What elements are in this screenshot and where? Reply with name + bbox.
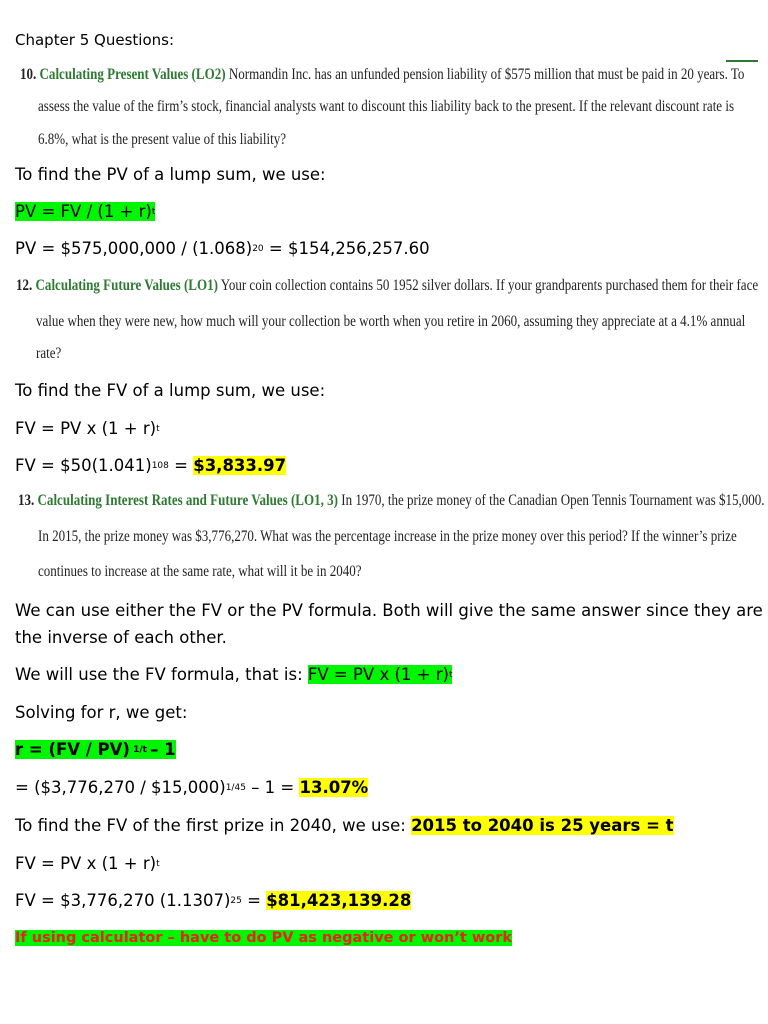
q13-line-1 bbox=[18, 492, 765, 510]
use-fv-highlight: FV = PV x $(1 + r)^t$ bbox=[307, 665, 453, 684]
q10-number: 10. bbox=[20, 66, 37, 83]
use-fv-formula: We will use the FV formula, that is: FV = PV x $(1 + r)^t$ bbox=[15, 665, 453, 684]
q12-number: 12. bbox=[16, 277, 33, 294]
q10-title: Calculating Present Values (LO2) bbox=[39, 66, 226, 83]
q12-line-1 bbox=[16, 277, 758, 295]
either-line-1: We can use either the FV or the PV formula. Both will give the same answer since they are bbox=[15, 601, 763, 620]
calculator-note-highlight: If using calculator – have to do PV as negative or won’t work bbox=[15, 930, 513, 946]
fv-intro: To find the FV of a lump sum, we use: bbox=[15, 381, 326, 400]
pv-formula bbox=[15, 202, 155, 222]
r-answer: 13.07% bbox=[299, 778, 369, 797]
q10-text-1: Normandin Inc. has an unfunded pension liability of $575 million that must be paid in 20 years. To bbox=[225, 66, 745, 83]
pv-calculation: PV = $575,000,000 / $(1.068)^{20}$ = $154,256,257.60 bbox=[15, 239, 430, 258]
q12-line-2: value when they were new, how much will your collection be worth when you retire in 2060, assuming they appreciate at a 4.1% annual bbox=[36, 313, 746, 330]
q13-line-3: continues to increase at the same rate, what will it be in 2040? bbox=[38, 563, 362, 580]
r-calculation: = ($3,776,270 / $15,000)$^{1/45}$ – 1 = 13.07% bbox=[15, 778, 369, 797]
fv-2040-intro: To find the FV of the first prize in 2040, we use: 2015 to 2040 is 25 years = t bbox=[15, 816, 674, 835]
q13-number: 13. bbox=[18, 492, 35, 509]
q10-line-2: assess the value of the firm’s stock, financial analysts want to discount this liability back to the present. If the relevant discount rate is bbox=[38, 98, 735, 115]
fv-calculation: FV = $\$50(1.041)^{108}$ = $3,833.97 bbox=[15, 456, 287, 475]
q10-line-3: 6.8%, what is the present value of this liability? bbox=[38, 131, 287, 148]
q12-text-1: Your coin collection contains 50 1952 silver dollars. If your grandparents purchased them for their face bbox=[217, 277, 759, 294]
calculator-note bbox=[15, 928, 512, 948]
fv-2040-calculation: FV = $3,776,270 $(1.1307)^{25}$ = $81,423,139.28 bbox=[15, 891, 412, 910]
years-note: 2015 to 2040 is 25 years = t bbox=[411, 816, 674, 835]
r-formula bbox=[15, 740, 176, 760]
q13-line-2: In 2015, the prize money was $3,776,270. What was the percentage increase in the prize money over this period? If the winner’s prize bbox=[38, 528, 737, 545]
fv-formula: FV = PV x $(1 + r)^t$ bbox=[15, 419, 160, 438]
fv-formula-2: FV = PV x $(1 + r)^t$ bbox=[15, 854, 160, 873]
pv-formula-highlight: PV = FV / $(1 + r)^t$ bbox=[15, 202, 156, 221]
fv-2040-answer: $81,423,139.28 bbox=[266, 891, 412, 910]
q13-title: Calculating Interest Rates and Future Values (LO1, 3) bbox=[37, 492, 338, 509]
q10-line-1 bbox=[20, 66, 744, 84]
fv-answer: $3,833.97 bbox=[193, 456, 287, 475]
r-formula-highlight: r = (FV / PV) $^{1/t}$ – 1 bbox=[15, 740, 176, 759]
either-line-2: the inverse of each other. bbox=[15, 628, 227, 647]
q12-line-3: rate? bbox=[36, 345, 62, 362]
q13-text-1: In 1970, the prize money of the Canadian Open Tennis Tournament was $15,000. bbox=[337, 492, 765, 509]
decorative-overline bbox=[726, 60, 758, 62]
pv-intro: To find the PV of a lump sum, we use: bbox=[15, 165, 326, 184]
chapter-heading: Chapter 5 Questions: bbox=[15, 31, 175, 49]
solving-for-r: Solving for r, we get: bbox=[15, 703, 188, 722]
q12-title: Calculating Future Values (LO1) bbox=[35, 277, 218, 294]
